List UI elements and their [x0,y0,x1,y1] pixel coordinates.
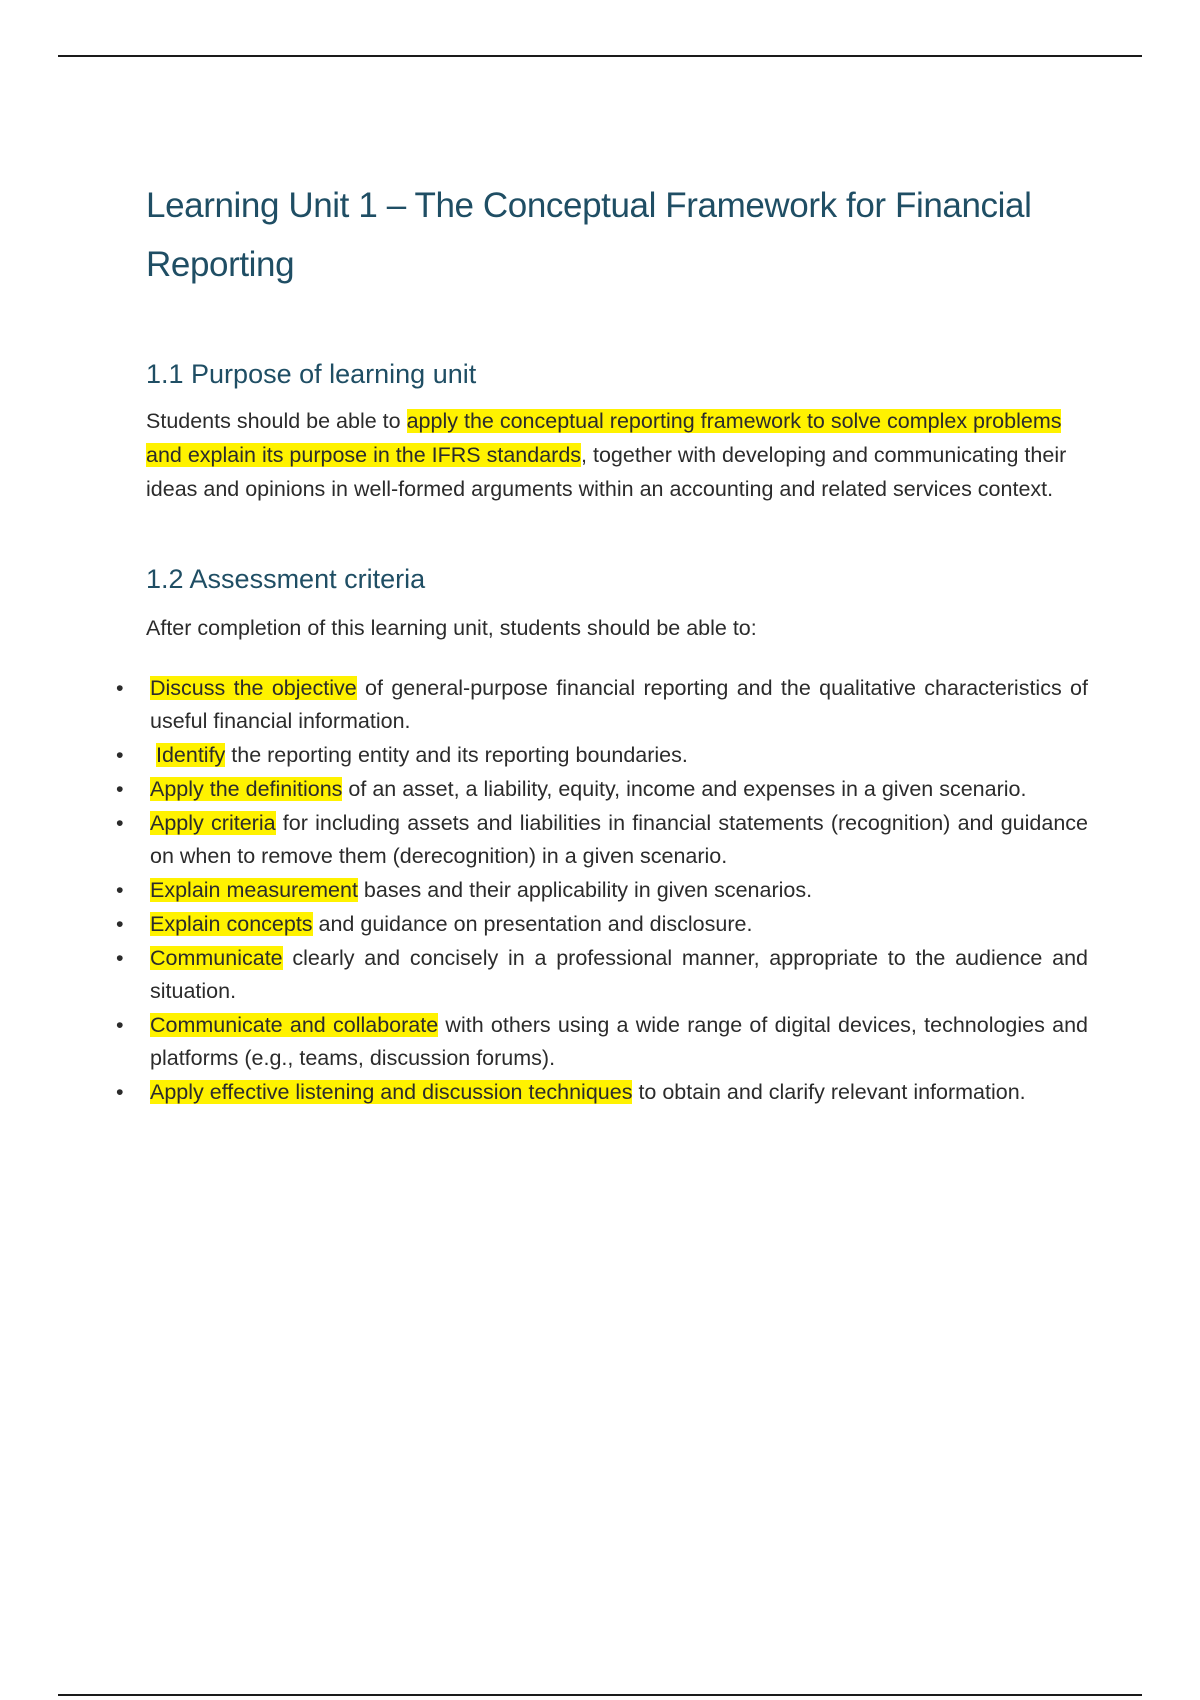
purpose-heading: 1.1 Purpose of learning unit [146,359,477,389]
bullet-icon: • [116,743,124,767]
assessment-heading: 1.2 Assessment criteria [146,564,426,594]
list-item [116,874,1088,907]
item-highlight: Apply criteria [150,811,276,835]
list-item [116,807,1088,873]
list-item [116,739,1088,772]
top-rule [58,55,1142,57]
item-highlight: Apply the definitions [150,777,343,801]
page-title: Learning Unit 1 – The Conceptual Framework for Financial Reporting [146,186,1032,284]
bullet-icon: • [116,912,124,936]
bottom-rule [58,1694,1142,1696]
item-text: of general-purpose financial reporting and the qualitative characteristics of useful financial information. [150,676,1088,733]
list-item [116,1009,1088,1075]
assessment-criteria-list [116,672,1088,1110]
item-text: bases and their applicability in given scenarios. [357,878,813,902]
item-highlight: Communicate [150,946,283,970]
bullet-icon: • [116,1080,124,1104]
item-highlight: Apply effective listening and discussion techniques [150,1080,633,1104]
item-highlight: Communicate and collaborate [150,1013,439,1037]
list-item [116,1076,1088,1109]
item-text: with others using a wide range of digital devices, technologies and platforms (e.g., teams, discussion forums). [150,1013,1088,1070]
bullet-icon: • [116,946,124,970]
item-highlight: Discuss the objective [150,676,357,700]
item-text: for including assets and liabilities in financial statements (recognition) and guidance on when to remove them (derecognition) in a given scenario. [150,811,1088,868]
purpose-paragraph [146,404,1096,507]
list-item [116,773,1088,806]
item-text: clearly and concisely in a professional manner, appropriate to the audience and situation. [150,946,1088,1003]
item-text: the reporting entity and its reporting boundaries. [225,743,688,767]
item-highlight: Identify [155,743,226,767]
purpose-text-before: Students should be able to [146,409,407,433]
bullet-icon: • [116,777,124,801]
purpose-text-after: , together with developing and communicating their ideas and opinions in well-formed arguments within an accounting and related services context. [146,443,1067,502]
bullet-icon: • [116,811,124,835]
bullet-icon: • [116,878,124,902]
list-item [116,672,1088,738]
bullet-icon: • [116,676,124,700]
item-text: and guidance on presentation and disclosure. [312,912,753,936]
item-highlight: Explain measurement [150,878,358,902]
assessment-intro: After completion of this learning unit, students should be able to: [146,616,757,640]
list-item [116,908,1088,941]
item-highlight: Explain concepts [150,912,313,936]
item-text: of an asset, a liability, equity, income and expenses in a given scenario. [342,777,1027,801]
purpose-highlight: apply the conceptual reporting framework to solve complex problems and explain its purpose in the IFRS standards [146,409,1062,468]
bullet-icon: • [116,1013,124,1037]
item-text: to obtain and clarify relevant information. [632,1080,1026,1104]
list-item [116,942,1088,1008]
